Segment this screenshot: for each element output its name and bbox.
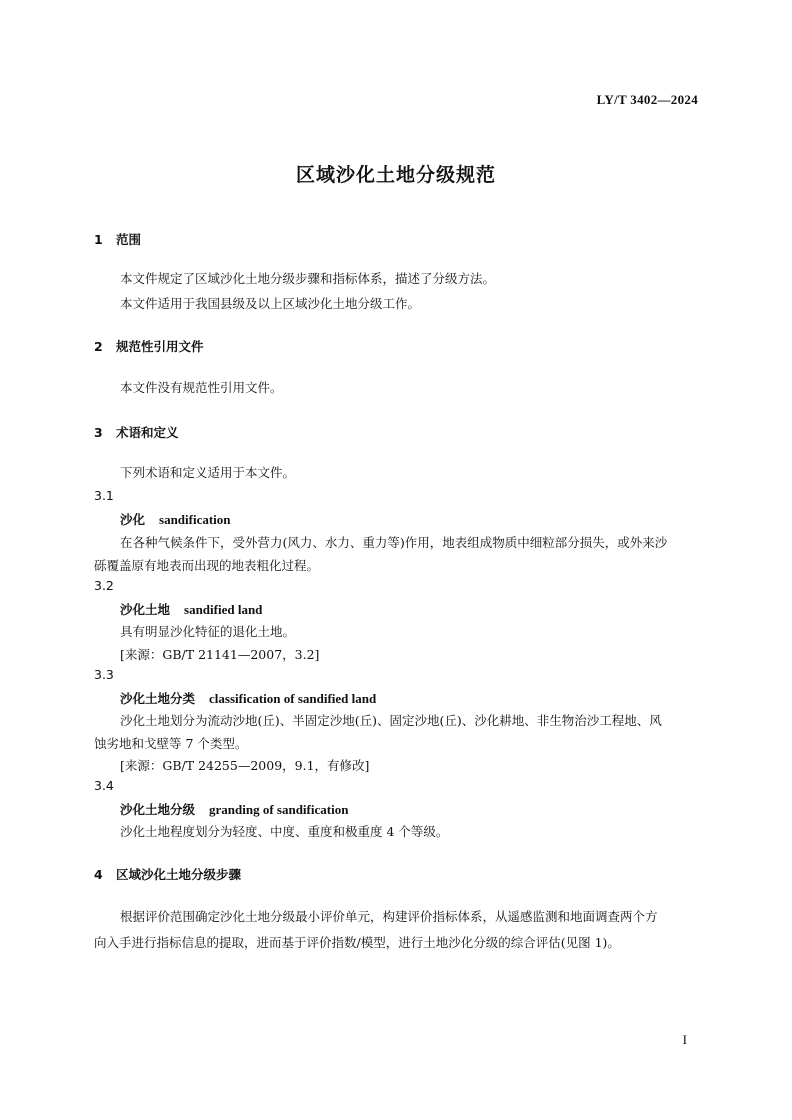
term-heading xyxy=(120,600,262,618)
definition-text: 在各种气候条件下，受外营力(风力、水力、重力等)作用，地表组成物质中细粒部分损失，或外来沙 xyxy=(120,535,668,550)
term-number: 3.3 xyxy=(94,667,114,682)
definition-text: 蚀劣地和戈壁等 7 个类型。 xyxy=(94,736,248,751)
source-note: [来源：GB/T 24255—2009，9.1，有修改] xyxy=(120,758,370,773)
term-heading xyxy=(120,510,231,528)
source-note: [来源：GB/T 21141—2007，3.2] xyxy=(120,647,320,662)
section-2-heading xyxy=(94,337,204,355)
definition-text: 沙化土地程度划分为轻度、中度、重度和极重度 4 个等级。 xyxy=(120,824,449,839)
term-heading xyxy=(120,689,376,707)
term-number: 3.2 xyxy=(94,578,114,593)
term-en: classification of sandified land xyxy=(209,691,377,706)
term-number: 3.4 xyxy=(94,778,114,793)
paragraph: 本文件适用于我国县级及以上区域沙化土地分级工作。 xyxy=(120,296,421,311)
paragraph: 向入手进行指标信息的提取，进而基于评价指数/模型，进行土地沙化分级的综合评估(见图 1)。 xyxy=(94,935,620,950)
document-title: 区域沙化土地分级规范 xyxy=(295,164,496,186)
definition-text: 砾覆盖原有地表而出现的地表粗化过程。 xyxy=(94,558,320,573)
definition-text: 具有明显沙化特征的退化土地。 xyxy=(120,624,296,639)
section-title: 术语和定义 xyxy=(116,425,179,440)
term-cn: 沙化 xyxy=(120,512,146,527)
paragraph: 本文件规定了区域沙化土地分级步骤和指标体系，描述了分级方法。 xyxy=(120,271,496,286)
paragraph: 下列术语和定义适用于本文件。 xyxy=(120,465,296,480)
section-number: 1 xyxy=(94,232,103,247)
section-title: 规范性引用文件 xyxy=(116,339,204,354)
term-number: 3.1 xyxy=(94,488,114,503)
section-number: 4 xyxy=(94,867,103,882)
paragraph: 本文件没有规范性引用文件。 xyxy=(120,380,283,395)
section-number: 3 xyxy=(94,425,103,440)
standard-number: LY/T 3402—2024 xyxy=(596,92,698,107)
term-cn: 沙化土地分类 xyxy=(120,691,196,706)
term-heading xyxy=(120,800,348,818)
section-1-heading xyxy=(94,230,141,248)
term-en: granding of sandification xyxy=(209,802,349,817)
term-cn: 沙化土地 xyxy=(120,602,171,617)
definition-text: 沙化土地划分为流动沙地(丘)、半固定沙地(丘)、固定沙地(丘)、沙化耕地、非生物治沙工程地、风 xyxy=(120,713,662,728)
term-cn: 沙化土地分级 xyxy=(120,802,196,817)
paragraph: 根据评价范围确定沙化土地分级最小评价单元，构建评价指标体系，从遥感监测和地面调查两个方 xyxy=(120,909,658,924)
term-en: sandification xyxy=(159,512,231,527)
section-4-heading xyxy=(94,865,241,883)
section-number: 2 xyxy=(94,339,103,354)
page-number: I xyxy=(682,1032,687,1047)
term-en: sandified land xyxy=(184,602,263,617)
section-title: 范围 xyxy=(116,232,142,247)
section-title: 区域沙化土地分级步骤 xyxy=(116,867,242,882)
section-3-heading xyxy=(94,423,179,441)
